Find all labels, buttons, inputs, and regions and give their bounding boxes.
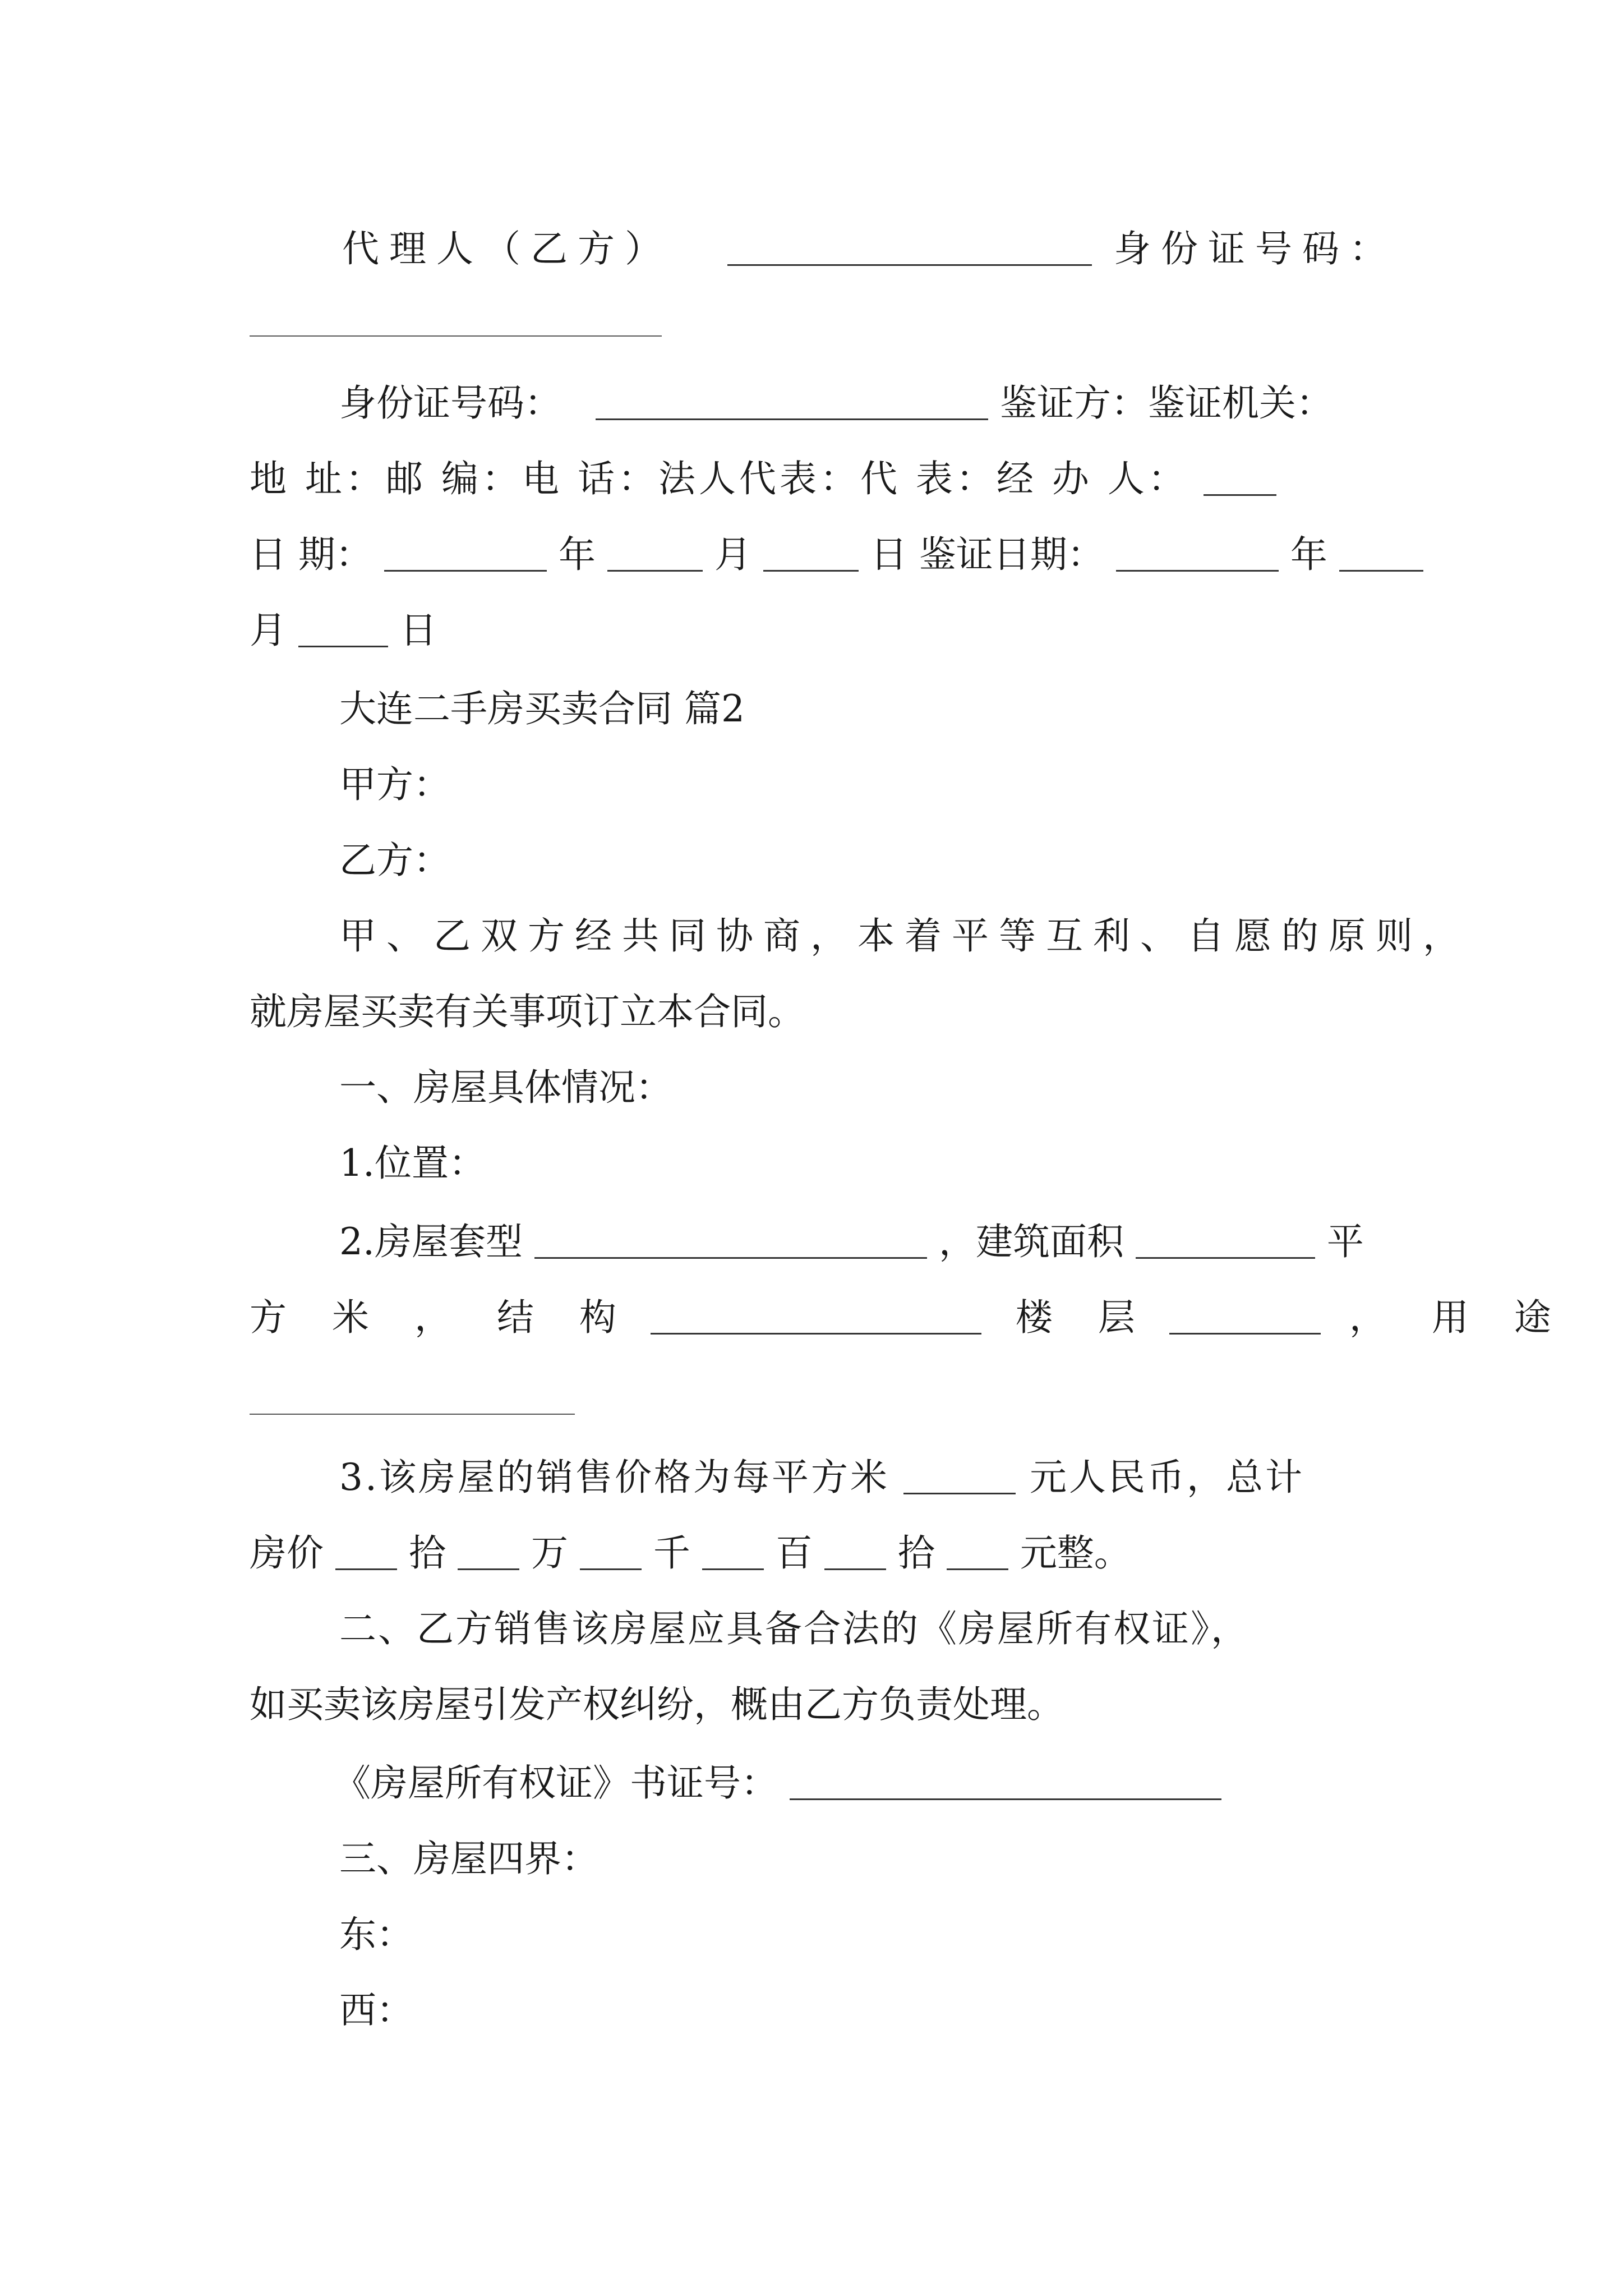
price-blank [903, 1456, 1016, 1494]
address-line [250, 449, 1276, 502]
party-b: 乙方： [339, 839, 450, 882]
year-label: 年 [558, 533, 596, 576]
clause-1-title: 一、房屋具体情况： [339, 1066, 672, 1109]
address-fields: 地 址：邮 编：电 话：法人代表：代 表：经 办 人： [250, 457, 1188, 500]
verify-year-label: 年 [1290, 533, 1327, 576]
price-line [339, 1447, 1304, 1501]
price-unit: 元人民币，总计 [1029, 1456, 1304, 1499]
unit-yuan: 元整。 [1020, 1531, 1131, 1575]
unit-shi: 拾 [897, 1531, 935, 1575]
location-line: 1.位置： [339, 1142, 486, 1185]
blank-wan [458, 1531, 519, 1570]
structure-label: 方 米 ， 结 构 [250, 1296, 633, 1339]
agent-id-label: 身份证号码： [1113, 227, 1396, 270]
area-blank [1136, 1220, 1315, 1259]
month-blank [607, 533, 703, 572]
certificate-blank [790, 1761, 1221, 1800]
verify-day-label: 日 [399, 609, 437, 652]
area-unit-a: 平 [1326, 1220, 1364, 1263]
agent-id-blank [250, 335, 662, 337]
floor-label: 楼 层 [1015, 1296, 1152, 1339]
verify-day-blank [298, 609, 388, 647]
unit-bai: 百 [775, 1531, 813, 1575]
paragraph-intro-2: 就房屋买卖有关事项订立本合同。 [250, 990, 805, 1033]
house-type-label: 2.房屋套型 [339, 1220, 523, 1263]
floor-blank [1169, 1296, 1321, 1335]
year-blank [384, 533, 547, 572]
paragraph-intro-1: 甲、乙双方经共同协商，本着平等互利、自愿的原则， [339, 914, 1470, 958]
verify-year-blank [1116, 533, 1279, 572]
clause-2-line-1: 二、乙方销售该房屋应具备合法的《房屋所有权证》， [339, 1607, 1249, 1650]
price-label: 3.该房屋的销售价格为每平方米 [339, 1456, 889, 1499]
clause-3-title: 三、房屋四界： [339, 1837, 598, 1880]
total-price-line [250, 1523, 1131, 1576]
verify-date-label: 鉴证日期： [919, 533, 1104, 576]
house-type-blank [534, 1220, 927, 1259]
structure-line [250, 1287, 1568, 1341]
certificate-label: 《房屋所有权证》书证号： [334, 1761, 778, 1805]
agent-label: 代理人（乙方） [342, 227, 672, 270]
east-line: 东： [339, 1913, 413, 1956]
handler-blank [1204, 457, 1276, 496]
usage-blank [250, 1414, 575, 1415]
verifier-label: 鉴证方：鉴证机关： [999, 381, 1333, 425]
blank-qian [580, 1531, 642, 1570]
unit-qian: 千 [653, 1531, 690, 1575]
blank-yuan [947, 1531, 1008, 1570]
date-line-2 [250, 600, 437, 654]
unit-shiwan: 拾 [408, 1531, 446, 1575]
total-label: 房价 [250, 1531, 324, 1575]
id-blank [596, 381, 988, 420]
blank-shi [824, 1531, 886, 1570]
id-line [339, 373, 1333, 426]
area-label: ，建筑面积 [938, 1220, 1124, 1263]
section-title: 大连二手房买卖合同 篇2 [339, 687, 745, 730]
agent-line [342, 219, 1396, 272]
house-type-line [339, 1212, 1364, 1265]
blank-shiwan [335, 1531, 397, 1570]
agent-name-blank [727, 227, 1092, 266]
month-label: 月 [714, 533, 751, 576]
id-label: 身份证号码： [339, 381, 561, 425]
date-line [250, 524, 1423, 578]
day-blank [763, 533, 859, 572]
date-label: 日 期： [250, 533, 372, 576]
day-label: 日 [870, 533, 907, 576]
verify-month-blank-a [1339, 533, 1423, 572]
certificate-line [334, 1753, 1221, 1806]
clause-2-line-2: 如买卖该房屋引发产权纠纷，概由乙方负责处理。 [250, 1683, 1064, 1726]
party-a: 甲方： [339, 763, 450, 806]
structure-blank [651, 1296, 981, 1335]
blank-bai [702, 1531, 764, 1570]
usage-label: ， 用 途 [1349, 1296, 1568, 1339]
unit-wan: 万 [531, 1531, 568, 1575]
verify-month-label: 月 [250, 609, 287, 652]
west-line: 西： [339, 1989, 413, 2032]
